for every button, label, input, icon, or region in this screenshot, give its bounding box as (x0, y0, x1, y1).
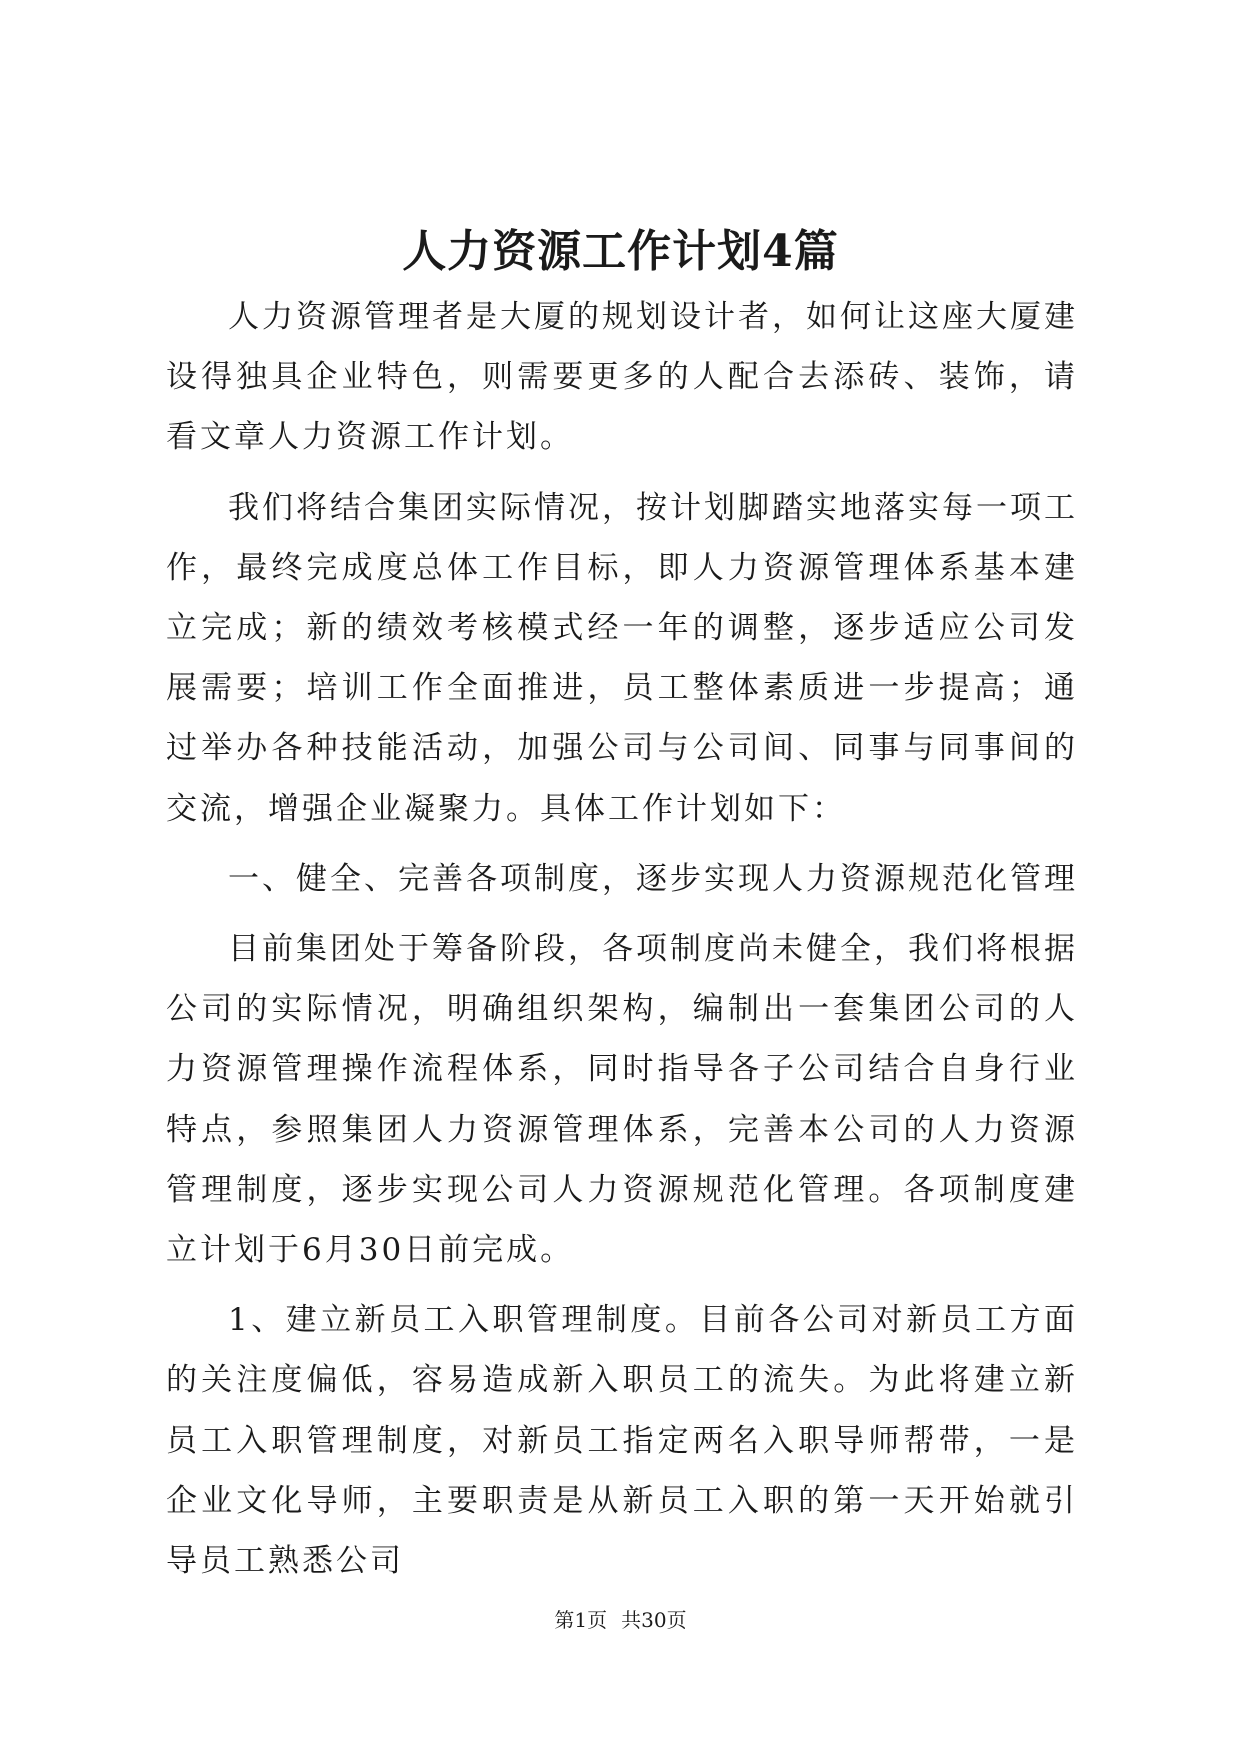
paragraph-intro: 人力资源管理者是大厦的规划设计者，如何让这座大厦建设得独具企业特色，则需要更多的人配合去添砖、装饰，请看文章人力资源工作计划。 (166, 299, 1078, 456)
document-title: 人力资源工作计划4篇 (402, 226, 839, 277)
page-number: 第1页 (554, 1608, 608, 1632)
total-pages: 共30页 (621, 1608, 687, 1632)
section-heading: 一、健全、完善各项制度，逐步实现人力资源规范化管理 (228, 860, 1078, 897)
document-body (166, 287, 1078, 1591)
paragraph-section-body: 目前集团处于筹备阶段，各项制度尚未健全，我们将根据公司的实际情况，明确组织架构，编制出一套集团公司的人力资源管理操作流程体系，同时指导各子公司结合自身行业特点，参照集团人力资源管理体系，完善本公司的人力资源管理制度，逐步实现公司人力资源规范化管理。各项制度建立计划于6月30日前完成。 (166, 931, 1078, 1269)
paragraph-item-1: 1、建立新员工入职管理制度。目前各公司对新员工方面的关注度偏低，容易造成新入职员工的流失。为此将建立新员工入职管理制度，对新员工指定两名入职导师帮带，一是企业文化导师，主要职责是从新员工入职的第一天开始就引导员工熟悉公司 (166, 1302, 1078, 1580)
paragraph-overview: 我们将结合集团实际情况，按计划脚踏实地落实每一项工作，最终完成度总体工作目标，即人力资源管理体系基本建立完成；新的绩效考核模式经一年的调整，逐步适应公司发展需要；培训工作全面推进，员工整体素质进一步提高；通过举办各种技能活动，加强公司与公司间、同事与同事间的交流，增强企业凝聚力。具体工作计划如下： (166, 489, 1078, 827)
page-footer (0, 1606, 1241, 1634)
